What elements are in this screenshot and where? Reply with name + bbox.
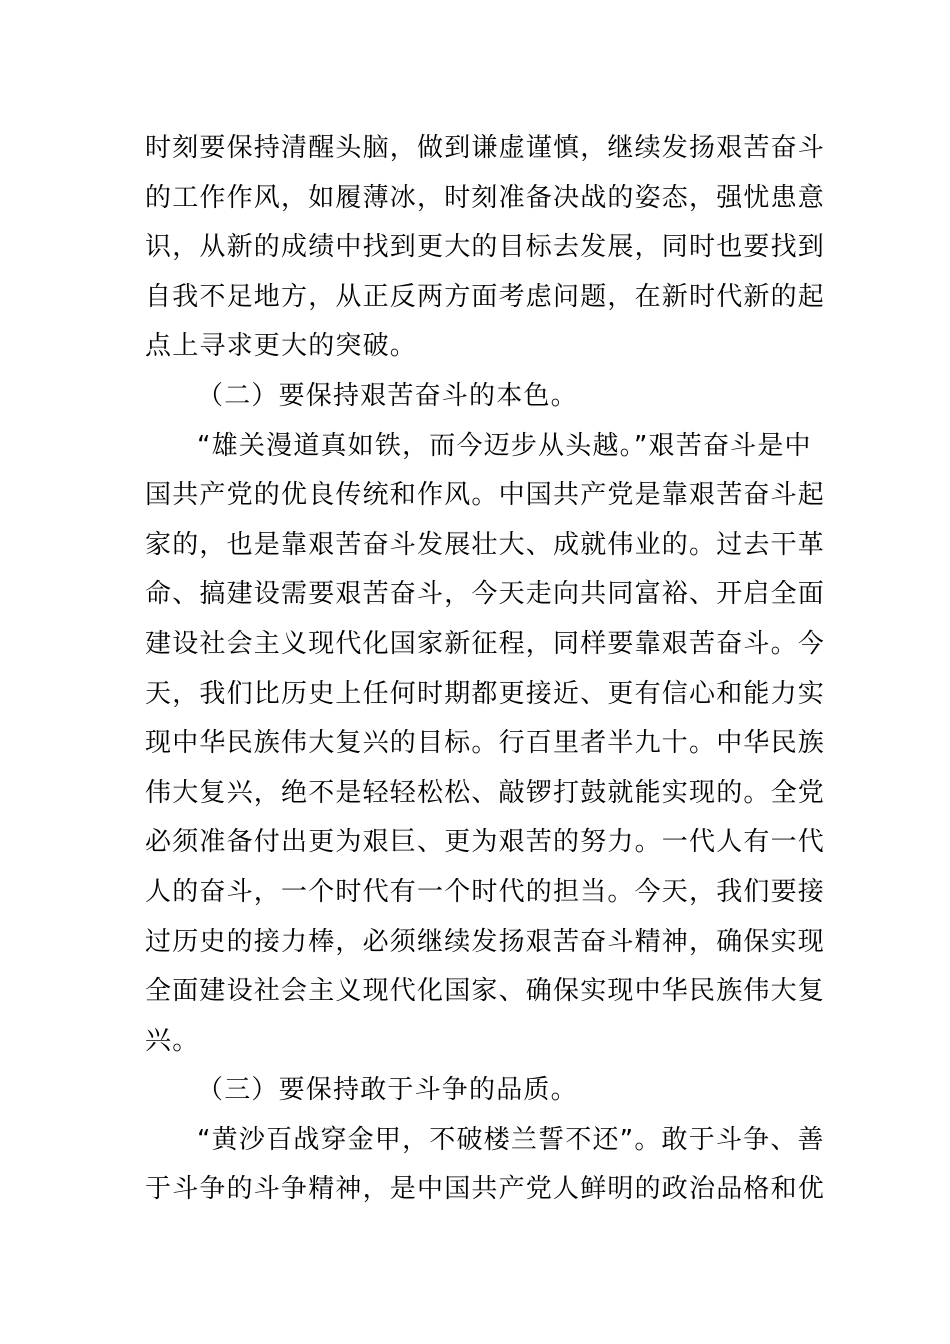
text-line: 自我不足地方，从正反两方面考虑问题，在新时代新的起	[145, 281, 826, 312]
text-line: 时刻要保持清醒头脑，做到谦虚谨慎，继续发扬艰苦奋斗	[145, 133, 826, 163]
text-line: 人的奋斗，一个时代有一个时代的担当。今天，我们要接	[145, 876, 826, 907]
text-line: 天，我们比历史上任何时期都更接近、更有信心和能力实	[145, 678, 826, 709]
text-line: 伟大复兴，绝不是轻轻松松、敲锣打鼓就能实现的。全党	[145, 777, 826, 808]
text-line: “黄沙百战穿金甲，不破楼兰誓不还”。敢于斗争、善	[197, 1124, 825, 1155]
text-line: 必须准备付出更为艰巨、更为艰苦的努力。一代人有一代	[145, 827, 826, 858]
text-line: 现中华民族伟大复兴的目标。行百里者半九十。中华民族	[145, 728, 826, 759]
text-line: （三）要保持敢于斗争的品质。	[197, 1075, 578, 1106]
text-line: “雄关漫道真如铁，而今迈步从头越。”艰苦奋斗是中	[197, 430, 812, 461]
document-body-text	[145, 124, 826, 1215]
text-line: 兴。	[145, 1025, 200, 1056]
text-line: 命、搞建设需要艰苦奋斗，今天走向共同富裕、开启全面	[145, 579, 826, 610]
text-line: 国共产党的优良传统和作风。中国共产党是靠艰苦奋斗起	[145, 480, 826, 511]
text-line: 家的，也是靠艰苦奋斗发展壮大、成就伟业的。过去干革	[145, 529, 826, 560]
text-line: 过历史的接力棒，必须继续发扬艰苦奋斗精神，确保实现	[145, 926, 826, 957]
text-line: 建设社会主义现代化国家新征程，同样要靠艰苦奋斗。今	[145, 628, 826, 659]
text-line: 识，从新的成绩中找到更大的目标去发展，同时也要找到	[145, 232, 826, 263]
text-line: 于斗争的斗争精神，是中国共产党人鲜明的政治品格和优	[145, 1174, 826, 1205]
text-line: （二）要保持艰苦奋斗的本色。	[197, 380, 578, 411]
text-line: 点上寻求更大的突破。	[145, 331, 418, 362]
text-line: 全面建设社会主义现代化国家、确保实现中华民族伟大复	[145, 976, 826, 1007]
text-line: 的工作作风，如履薄冰，时刻准备决战的姿态，强忧患意	[145, 182, 826, 213]
